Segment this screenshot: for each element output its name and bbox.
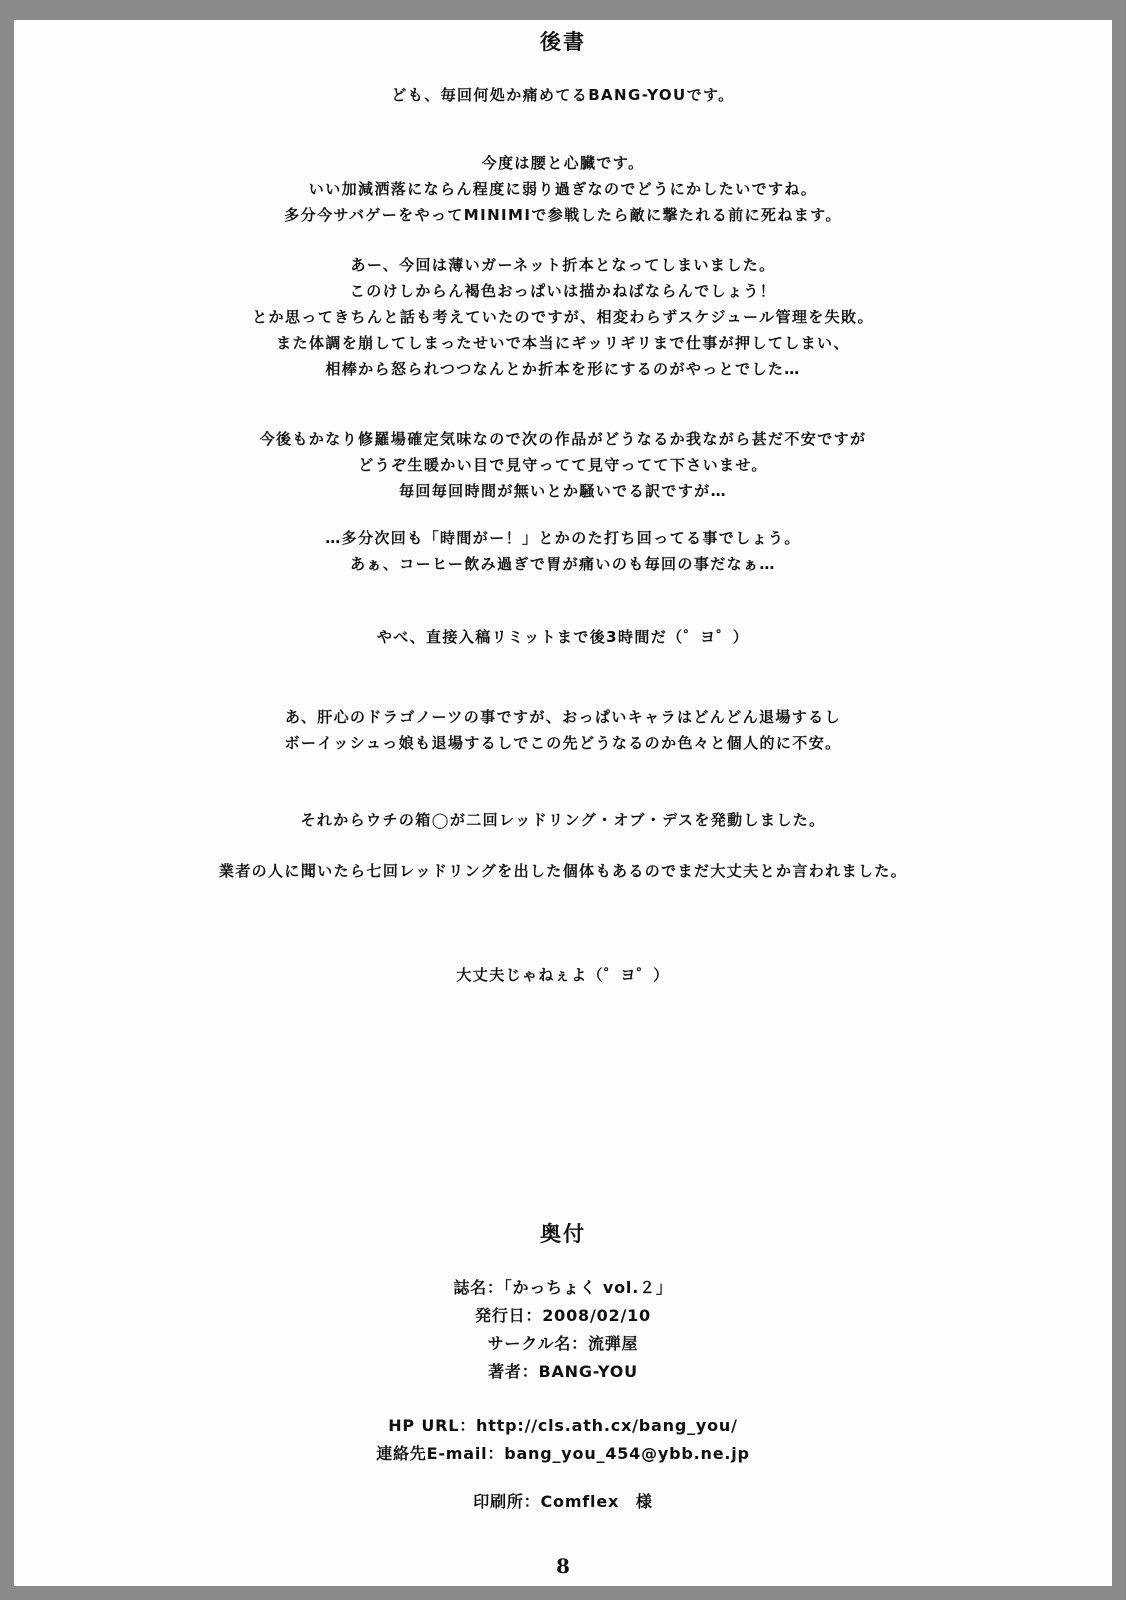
- text-line: 大丈夫じゃねぇよ（゜ヨ゜）: [456, 966, 670, 984]
- colophon-printer: [14, 1488, 1112, 1516]
- text-line: あ、肝心のドラゴノーツの事ですが、おっぱいキャラはどんどん退場するし: [285, 708, 841, 726]
- text-line: いい加減洒落にならん程度に弱り過ぎなのでどうにかしたいですね。: [308, 180, 818, 198]
- text-line: やべ、直接入稿リミットまで後3時間だ（゜ヨ゜）: [376, 628, 750, 646]
- afterword-paragraph-10: [14, 962, 1112, 988]
- afterword-paragraph-8: [14, 807, 1112, 833]
- text-line: 毎回毎回時間が無いとか騒いでる訳ですが…: [398, 482, 727, 500]
- afterword-paragraph-4: [14, 426, 1112, 504]
- text-line: 相棒から怒られつつなんとか折本を形にするのがやっとでした…: [325, 360, 801, 378]
- colophon-title-line: 誌名：「かっちょく vol.２」: [453, 1278, 673, 1297]
- text-line: 今後もかなり修羅場確定気味なので次の作品がどうなるか我ながら甚だ不安ですが: [259, 430, 867, 448]
- afterword-paragraph-9: [14, 858, 1112, 884]
- text-line: とか思ってきちんと話も考えていたのですが、相変わらずスケジュール管理を失敗。: [252, 308, 874, 326]
- email-line: 連絡先E-mail：bang_you_454@ybb.ne.jp: [376, 1444, 750, 1463]
- afterword-paragraph-3: [14, 252, 1112, 382]
- text-line: …多分次回も「時間がー！」とかのた打ち回ってる事でしょう。: [325, 529, 801, 547]
- colophon-author-line: 著者：BANG-YOU: [488, 1362, 638, 1381]
- text-line: ボーイッシュっ娘も退場するしでこの先どうなるのか色々と個人的に不安。: [284, 734, 842, 752]
- printer-line: 印刷所：Comflex 様: [473, 1492, 653, 1511]
- text-line: それからウチの箱◯が二回レッドリング・オブ・デスを発動しました。: [300, 811, 826, 829]
- text-line: ども、毎回何処か痛めてるBANG-YOUです。: [391, 86, 735, 104]
- text-line: どうぞ生暖かい目で見守ってて見守ってて下さいませ。: [358, 456, 768, 474]
- colophon-circle-line: サークル名：流弾屋: [487, 1334, 639, 1353]
- afterword-paragraph-7: [14, 704, 1112, 756]
- afterword-paragraph-6: [14, 624, 1112, 650]
- text-line: 多分今サバゲーをやってMINIMIで参戦したら敵に撃たれる前に死ねます。: [284, 206, 842, 224]
- text-line: このけしからん褐色おっぱいは描かねばならんでしょう！: [349, 282, 777, 300]
- colophon-contact: [14, 1412, 1112, 1468]
- document-page: [14, 20, 1112, 1586]
- afterword-paragraph-2: [14, 150, 1112, 228]
- text-line: 業者の人に聞いたら七回レッドリングを出した個体もあるのでまだ大丈夫とか言われました。: [218, 862, 908, 880]
- colophon-date-line: 発行日：2008/02/10: [475, 1306, 651, 1325]
- text-line: あー、今回は薄いガーネット折本となってしまいました。: [350, 256, 776, 274]
- colophon-title: 奥付: [540, 1222, 586, 1246]
- afterword-paragraph-5: [14, 525, 1112, 577]
- page-number: 8: [556, 1554, 570, 1578]
- afterword-paragraph-1: [14, 82, 1112, 108]
- homepage-url-line: HP URL：http://cls.ath.cx/bang_you/: [388, 1416, 738, 1435]
- text-line: また体調を崩してしまったせいで本当にギッリギリまで仕事が押してしまい、: [276, 334, 850, 352]
- afterword-title: 後書: [540, 30, 586, 54]
- text-line: あぁ、コーヒー飲み過ぎで胃が痛いのも毎回の事だなぁ…: [350, 555, 776, 573]
- colophon-info: [14, 1274, 1112, 1386]
- text-line: 今度は腰と心臓です。: [481, 154, 645, 172]
